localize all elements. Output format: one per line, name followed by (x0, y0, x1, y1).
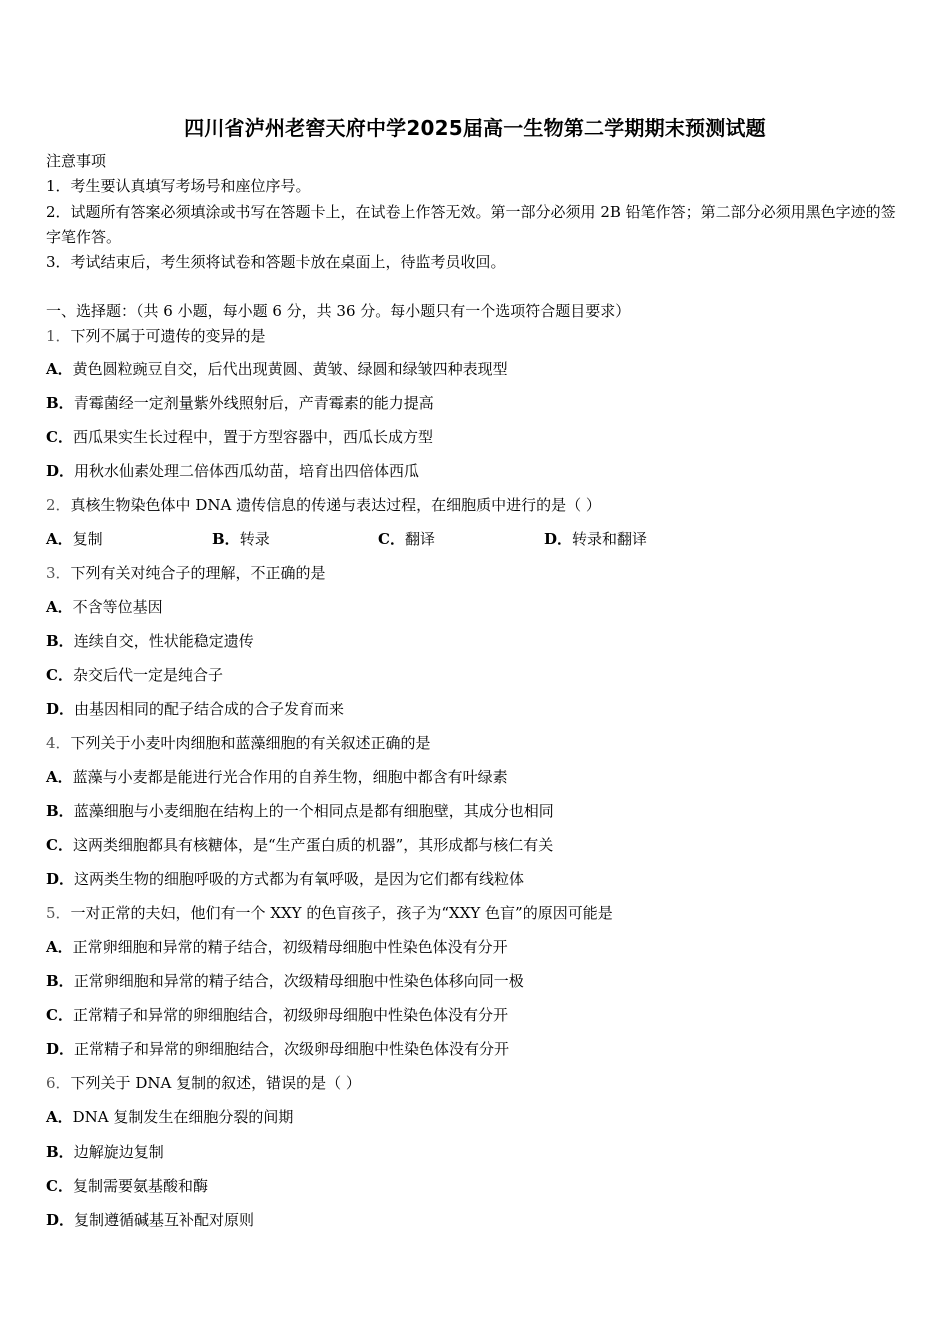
option-text: 翻译 (404, 530, 435, 548)
option-text: 复制遵循碱基互补配对原则 (74, 1211, 255, 1229)
option-label: B． (46, 972, 74, 990)
notice-heading: 注意事项 (46, 152, 107, 170)
question-number: 3． (46, 564, 71, 582)
option-label: B． (46, 632, 74, 650)
question-stem (46, 562, 326, 584)
option-text: 正常卵细胞和异常的精子结合，次级精母细胞中性染色体移向同一极 (73, 972, 524, 990)
notice-item-2: 2．试题所有答案必须填涂或书写在答题卡上，在试卷上作答无效。第一部分必须用 2B 铅笔作答；第二部分必须用黑色字迹的签字笔作答。 (46, 203, 896, 246)
question-stem (46, 732, 431, 754)
option-text: 用秋水仙素处理二倍体西瓜幼苗，培育出四倍体西瓜 (74, 462, 420, 480)
option-text: 复制需要氨基酸和酶 (72, 1177, 208, 1195)
option-c (378, 528, 544, 550)
option-a (46, 596, 163, 618)
option-b (46, 970, 524, 992)
option-b (46, 630, 254, 652)
option-label: C． (46, 1006, 73, 1024)
option-label: A． (46, 360, 73, 378)
option-label: C． (378, 530, 405, 548)
question-number: 1． (46, 327, 71, 345)
question-stem (46, 325, 266, 347)
option-d (46, 1038, 509, 1060)
option-text: 由基因相同的配子结合成的合子发育而来 (74, 700, 345, 718)
option-a (46, 766, 508, 788)
option-text: DNA 复制发生在细胞分裂的间期 (72, 1108, 294, 1126)
option-row (46, 528, 647, 550)
option-label: C． (46, 1177, 73, 1195)
option-text: 不含等位基因 (72, 598, 163, 616)
question-stem (46, 494, 601, 516)
option-label: D． (46, 462, 75, 480)
option-label: B． (46, 394, 74, 412)
option-text: 连续自交，性状能稳定遗传 (73, 632, 254, 650)
option-label: C． (46, 836, 73, 854)
question-number: 5． (46, 904, 71, 922)
option-text: 边解旋边复制 (73, 1143, 164, 1161)
question-stem (46, 1072, 361, 1094)
option-text: 正常精子和异常的卵细胞结合，次级卵母细胞中性染色体没有分开 (74, 1040, 510, 1058)
option-d (46, 698, 344, 720)
option-text: 正常精子和异常的卵细胞结合，初级卵母细胞中性染色体没有分开 (72, 1006, 508, 1024)
question-number: 2． (46, 496, 71, 514)
page-title: 四川省泸州老窖天府中学2025届高一生物第二学期期末预测试题 (184, 116, 766, 140)
option-d (46, 460, 419, 482)
question-text: 一对正常的夫妇，他们有一个 XXY 的色盲孩子，孩子为“XXY 色盲”的原因可能是 (70, 904, 613, 922)
option-text: 西瓜果实生长过程中，置于方型容器中，西瓜长成方型 (72, 428, 433, 446)
option-text: 转录 (239, 530, 270, 548)
option-text: 蓝藻与小麦都是能进行光合作用的自养生物，细胞中都含有叶绿素 (72, 768, 508, 786)
notice-item-3: 3．考试结束后，考生须将试卷和答题卡放在桌面上，待监考员收回。 (46, 253, 506, 271)
option-label: D． (46, 1040, 75, 1058)
option-a (46, 528, 212, 550)
option-label: B． (212, 530, 240, 548)
option-text: 这两类细胞都具有核糖体，是“生产蛋白质的机器”，其形成都与核仁有关 (72, 836, 554, 854)
option-label: D． (544, 530, 573, 548)
option-text: 转录和翻译 (572, 530, 648, 548)
option-b (46, 1141, 164, 1163)
option-text: 复制 (72, 530, 103, 548)
option-label: A． (46, 530, 73, 548)
option-text: 这两类生物的细胞呼吸的方式都为有氧呼吸，是因为它们都有线粒体 (74, 870, 525, 888)
option-label: C． (46, 666, 73, 684)
question-text: 下列关于小麦叶肉细胞和蓝藻细胞的有关叙述正确的是 (70, 734, 431, 752)
option-label: A． (46, 598, 73, 616)
option-d (46, 868, 524, 890)
section-heading: 一、选择题：（共 6 小题，每小题 6 分，共 36 分。每小题只有一个选项符合题目要求） (46, 302, 631, 320)
option-text: 杂交后代一定是纯合子 (72, 666, 223, 684)
option-text: 正常卵细胞和异常的精子结合，初级精母细胞中性染色体没有分开 (72, 938, 508, 956)
option-a (46, 1106, 293, 1128)
question-number: 4． (46, 734, 71, 752)
option-text: 蓝藻细胞与小麦细胞在结构上的一个相同点是都有细胞壁，其成分也相同 (73, 802, 554, 820)
option-label: A． (46, 938, 73, 956)
option-label: D． (46, 870, 75, 888)
option-c (46, 834, 553, 856)
option-label: D． (46, 1211, 75, 1229)
option-label: B． (46, 802, 74, 820)
option-d (46, 1209, 254, 1231)
notice-item-1: 1．考生要认真填写考场号和座位序号。 (46, 177, 311, 195)
option-label: D． (46, 700, 75, 718)
option-label: B． (46, 1143, 74, 1161)
option-c (46, 426, 433, 448)
question-text: 真核生物染色体中 DNA 遗传信息的传递与表达过程，在细胞质中进行的是（ ） (70, 496, 601, 514)
option-text: 黄色圆粒豌豆自交，后代出现黄圆、黄皱、绿圆和绿皱四种表现型 (72, 360, 508, 378)
option-b (46, 800, 554, 822)
option-label: C． (46, 428, 73, 446)
option-b (212, 528, 378, 550)
option-label: A． (46, 1108, 73, 1126)
option-b (46, 392, 434, 414)
question-text: 下列不属于可遗传的变异的是 (70, 327, 266, 345)
question-number: 6． (46, 1074, 71, 1092)
question-text: 下列关于 DNA 复制的叙述，错误的是（ ） (70, 1074, 361, 1092)
option-d (544, 528, 647, 550)
option-a (46, 358, 508, 380)
question-stem (46, 902, 613, 924)
option-c (46, 1004, 508, 1026)
option-label: A． (46, 768, 73, 786)
option-c (46, 664, 223, 686)
option-a (46, 936, 508, 958)
question-text: 下列有关对纯合子的理解，不正确的是 (70, 564, 326, 582)
option-text: 青霉菌经一定剂量紫外线照射后，产青霉素的能力提高 (73, 394, 434, 412)
option-c (46, 1175, 208, 1197)
